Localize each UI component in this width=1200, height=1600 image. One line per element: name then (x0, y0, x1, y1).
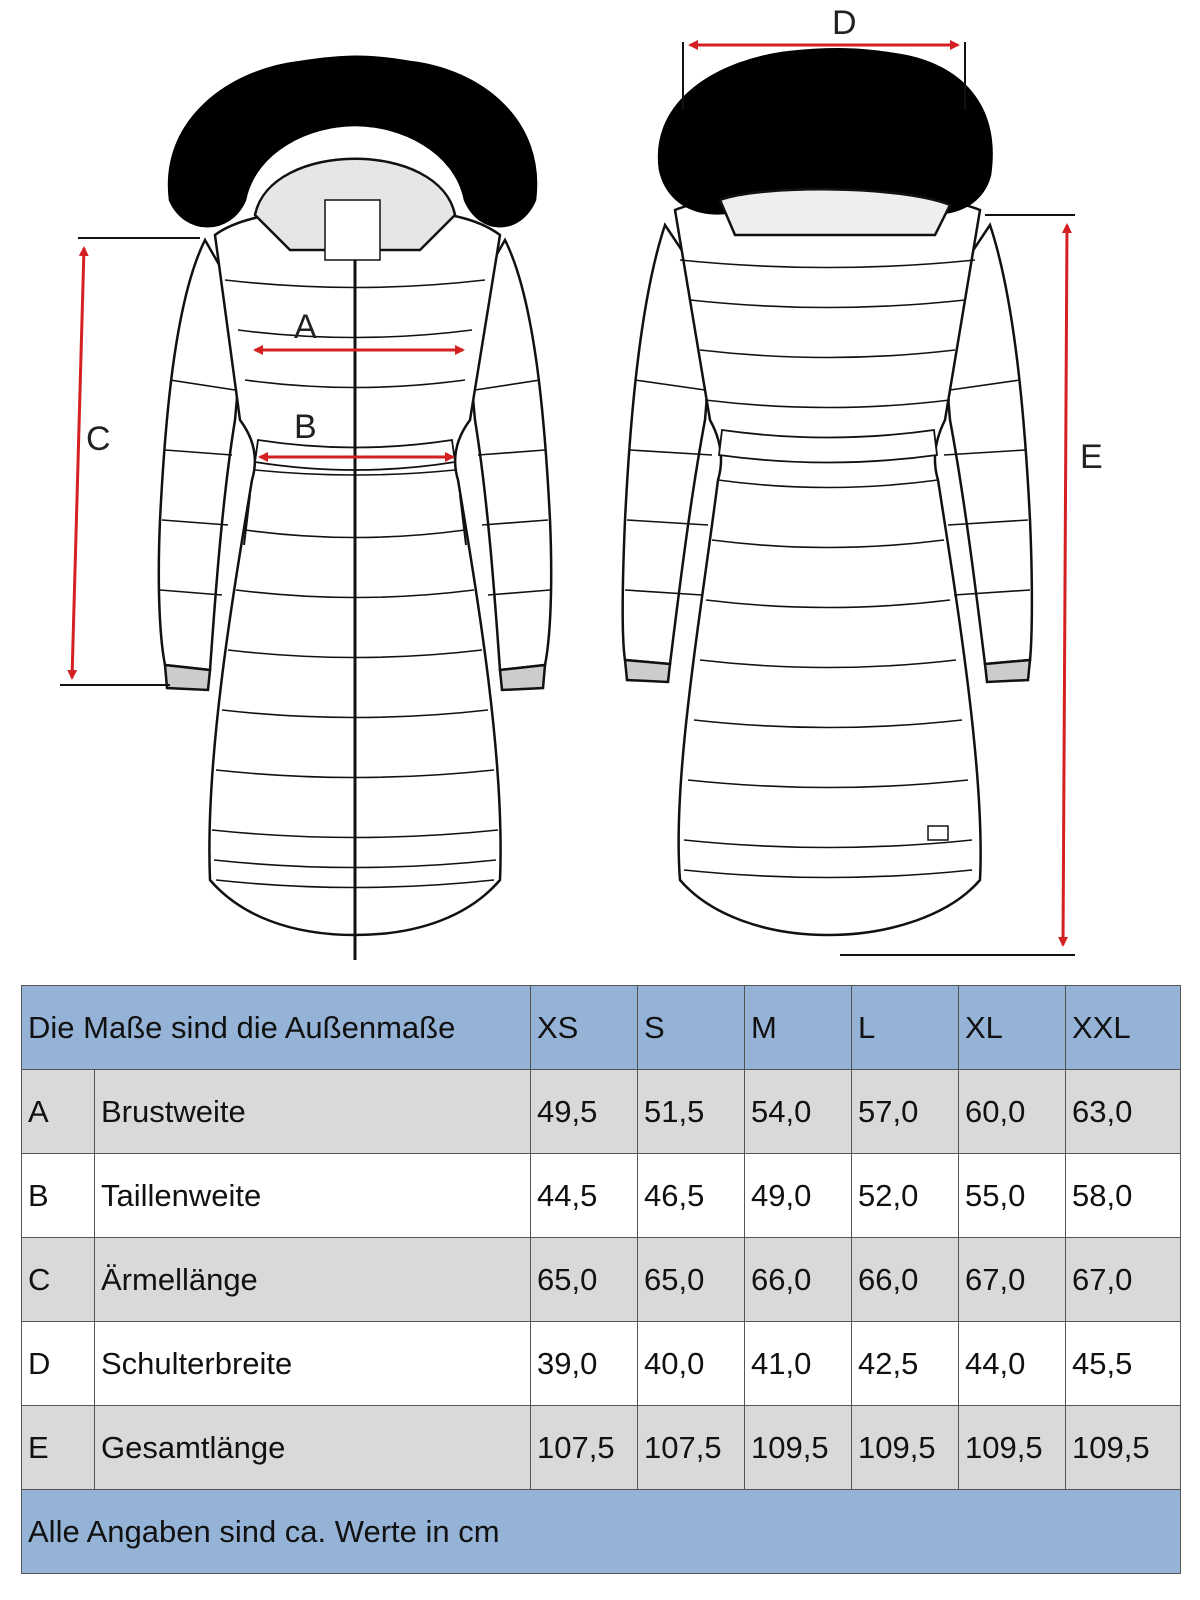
table-row (22, 1406, 1181, 1490)
row-value: 44,5 (531, 1154, 638, 1238)
row-value: 51,5 (638, 1070, 745, 1154)
label-b: B (294, 408, 317, 446)
row-label: Gesamtlänge (95, 1406, 531, 1490)
row-value: 45,5 (1066, 1322, 1181, 1406)
row-value: 42,5 (852, 1322, 959, 1406)
size-header-m: M (745, 986, 852, 1070)
row-value: 58,0 (1066, 1154, 1181, 1238)
row-value: 41,0 (745, 1322, 852, 1406)
table-header-row (22, 986, 1181, 1070)
row-label: Ärmellänge (95, 1238, 531, 1322)
size-header-xl: XL (959, 986, 1066, 1070)
table-title: Die Maße sind die Außenmaße (22, 986, 531, 1070)
table-footer-row (22, 1490, 1181, 1574)
row-value: 39,0 (531, 1322, 638, 1406)
row-value: 49,5 (531, 1070, 638, 1154)
row-value: 65,0 (638, 1238, 745, 1322)
row-value: 107,5 (638, 1406, 745, 1490)
row-value: 44,0 (959, 1322, 1066, 1406)
row-key: C (22, 1238, 95, 1322)
arrow-e (1063, 225, 1067, 945)
row-key: B (22, 1154, 95, 1238)
row-value: 46,5 (638, 1154, 745, 1238)
label-a: A (294, 308, 317, 346)
size-header-s: S (638, 986, 745, 1070)
size-header-xxl: XXL (1066, 986, 1181, 1070)
table-row (22, 1322, 1181, 1406)
size-table (21, 985, 1181, 1574)
table-row (22, 1070, 1181, 1154)
row-key: D (22, 1322, 95, 1406)
row-value: 40,0 (638, 1322, 745, 1406)
table-row (22, 1154, 1181, 1238)
row-value: 67,0 (1066, 1238, 1181, 1322)
row-value: 49,0 (745, 1154, 852, 1238)
row-value: 52,0 (852, 1154, 959, 1238)
row-value: 66,0 (745, 1238, 852, 1322)
row-key: A (22, 1070, 95, 1154)
row-label: Taillenweite (95, 1154, 531, 1238)
row-value: 67,0 (959, 1238, 1066, 1322)
row-value: 54,0 (745, 1070, 852, 1154)
table-row (22, 1238, 1181, 1322)
row-value: 109,5 (852, 1406, 959, 1490)
row-label: Brustweite (95, 1070, 531, 1154)
row-value: 66,0 (852, 1238, 959, 1322)
arrow-c (72, 248, 84, 678)
row-value: 109,5 (745, 1406, 852, 1490)
coat-back-drawing (623, 49, 1032, 935)
coat-front-drawing (159, 57, 551, 960)
row-key: E (22, 1406, 95, 1490)
table-footer-note: Alle Angaben sind ca. Werte in cm (22, 1490, 1181, 1574)
label-c: C (86, 420, 111, 458)
label-e: E (1080, 438, 1103, 476)
size-header-xs: XS (531, 986, 638, 1070)
row-value: 60,0 (959, 1070, 1066, 1154)
label-d: D (832, 4, 857, 42)
row-value: 109,5 (1066, 1406, 1181, 1490)
row-value: 55,0 (959, 1154, 1066, 1238)
row-label: Schulterbreite (95, 1322, 531, 1406)
size-header-l: L (852, 986, 959, 1070)
row-value: 109,5 (959, 1406, 1066, 1490)
row-value: 107,5 (531, 1406, 638, 1490)
row-value: 63,0 (1066, 1070, 1181, 1154)
row-value: 65,0 (531, 1238, 638, 1322)
row-value: 57,0 (852, 1070, 959, 1154)
